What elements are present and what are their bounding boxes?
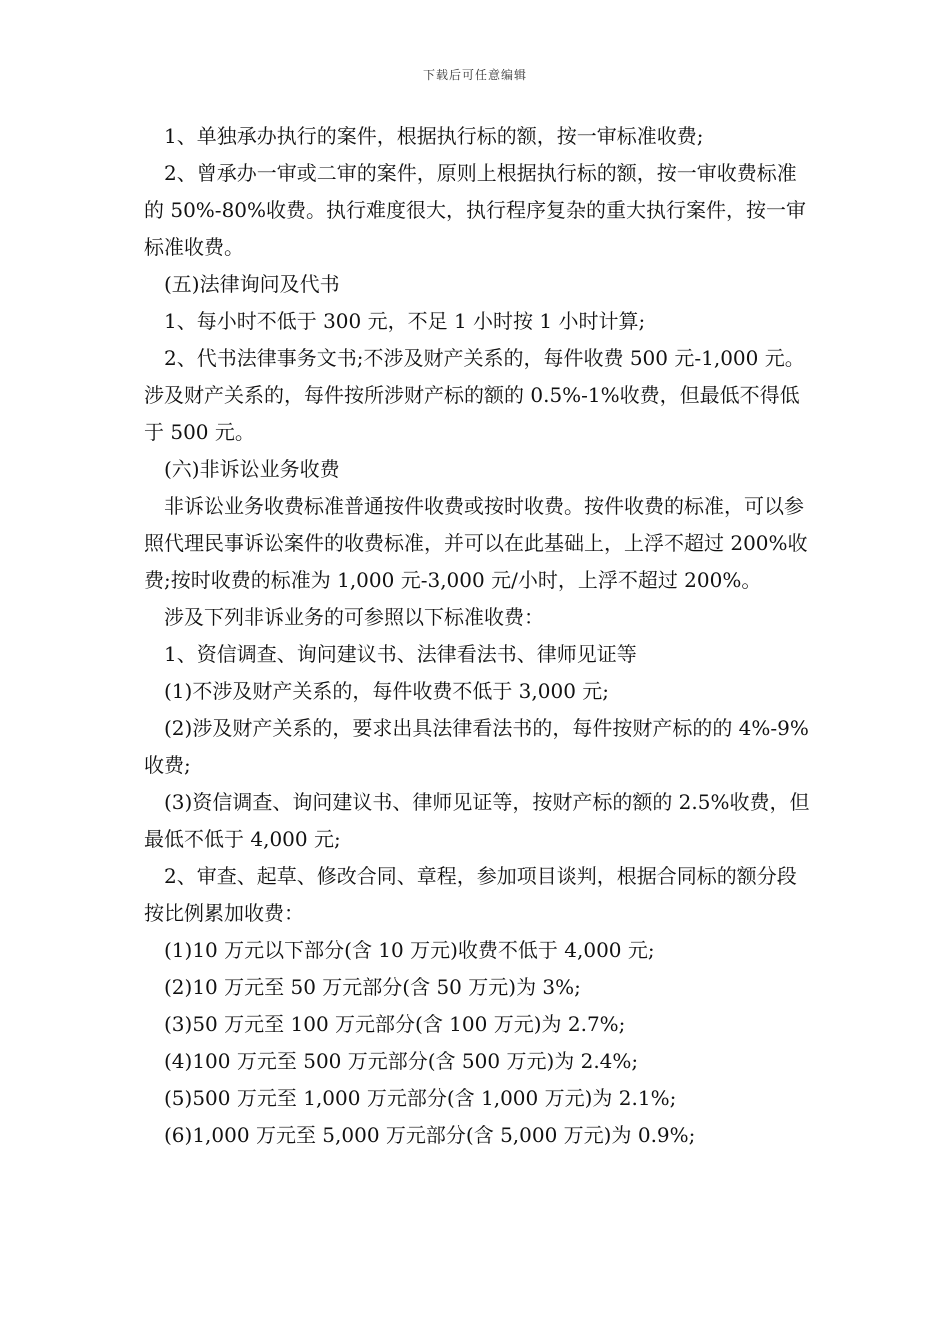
list-item: (1)10 万元以下部分(含 10 万元)收费不低于 4,000 元; [164, 938, 655, 962]
list-item: (3)资信调查、询问建议书、律师见证等，按财产标的额的 2.5%收费，但最低不低于 4,000 元; [144, 790, 810, 851]
paragraph: 非诉讼业务收费标准普通按件收费或按时收费。按件收费的标准，可以参照代理民事诉讼案件的收费标准，并可以在此基础上，上浮不超过 200%收费;按时收费的标准为 1,000 元-3,000 元/小时，上浮不超过 200%。 [144, 494, 808, 592]
list-item: (1)不涉及财产关系的，每件收费不低于 3,000 元; [164, 679, 610, 703]
list-item: (2)涉及财产关系的，要求出具法律看法书的，每件按财产标的的 4%-9%收费; [144, 716, 809, 777]
list-item: (2)10 万元至 50 万元部分(含 50 万元)为 3%; [164, 975, 581, 999]
document-body [144, 118, 816, 1154]
list-item: (4)100 万元至 500 万元部分(含 500 万元)为 2.4%; [164, 1049, 639, 1073]
section-heading: (六)非诉讼业务收费 [164, 457, 340, 481]
list-item: (3)50 万元至 100 万元部分(含 100 万元)为 2.7%; [164, 1012, 626, 1036]
paragraph: 2、代书法律事务文书;不涉及财产关系的，每件收费 500 元-1,000 元。涉及财产关系的，每件按所涉财产标的额的 0.5%-1%收费，但最低不得低于 500 元。 [144, 346, 805, 444]
paragraph: 1、单独承办执行的案件，根据执行标的额，按一审标准收费; [164, 124, 704, 148]
section-heading: (五)法律询问及代书 [164, 272, 340, 296]
page-header: 下载后可任意编辑 [422, 68, 527, 82]
paragraph: 1、每小时不低于 300 元，不足 1 小时按 1 小时计算; [164, 309, 646, 333]
list-item: 1、资信调查、询问建议书、法律看法书、律师见证等 [164, 642, 637, 666]
list-item: 2、审查、起草、修改合同、章程，参加项目谈判，根据合同标的额分段按比例累加收费： [144, 864, 797, 925]
list-item: (5)500 万元至 1,000 万元部分(含 1,000 万元)为 2.1%; [164, 1086, 677, 1110]
list-item: (6)1,000 万元至 5,000 万元部分(含 5,000 万元)为 0.9%; [164, 1123, 696, 1147]
paragraph: 2、曾承办一审或二审的案件，原则上根据执行标的额，按一审收费标准的 50%-80%收费。执行难度很大，执行程序复杂的重大执行案件，按一审标准收费。 [144, 161, 807, 259]
paragraph: 涉及下列非诉业务的可参照以下标准收费： [164, 605, 544, 629]
